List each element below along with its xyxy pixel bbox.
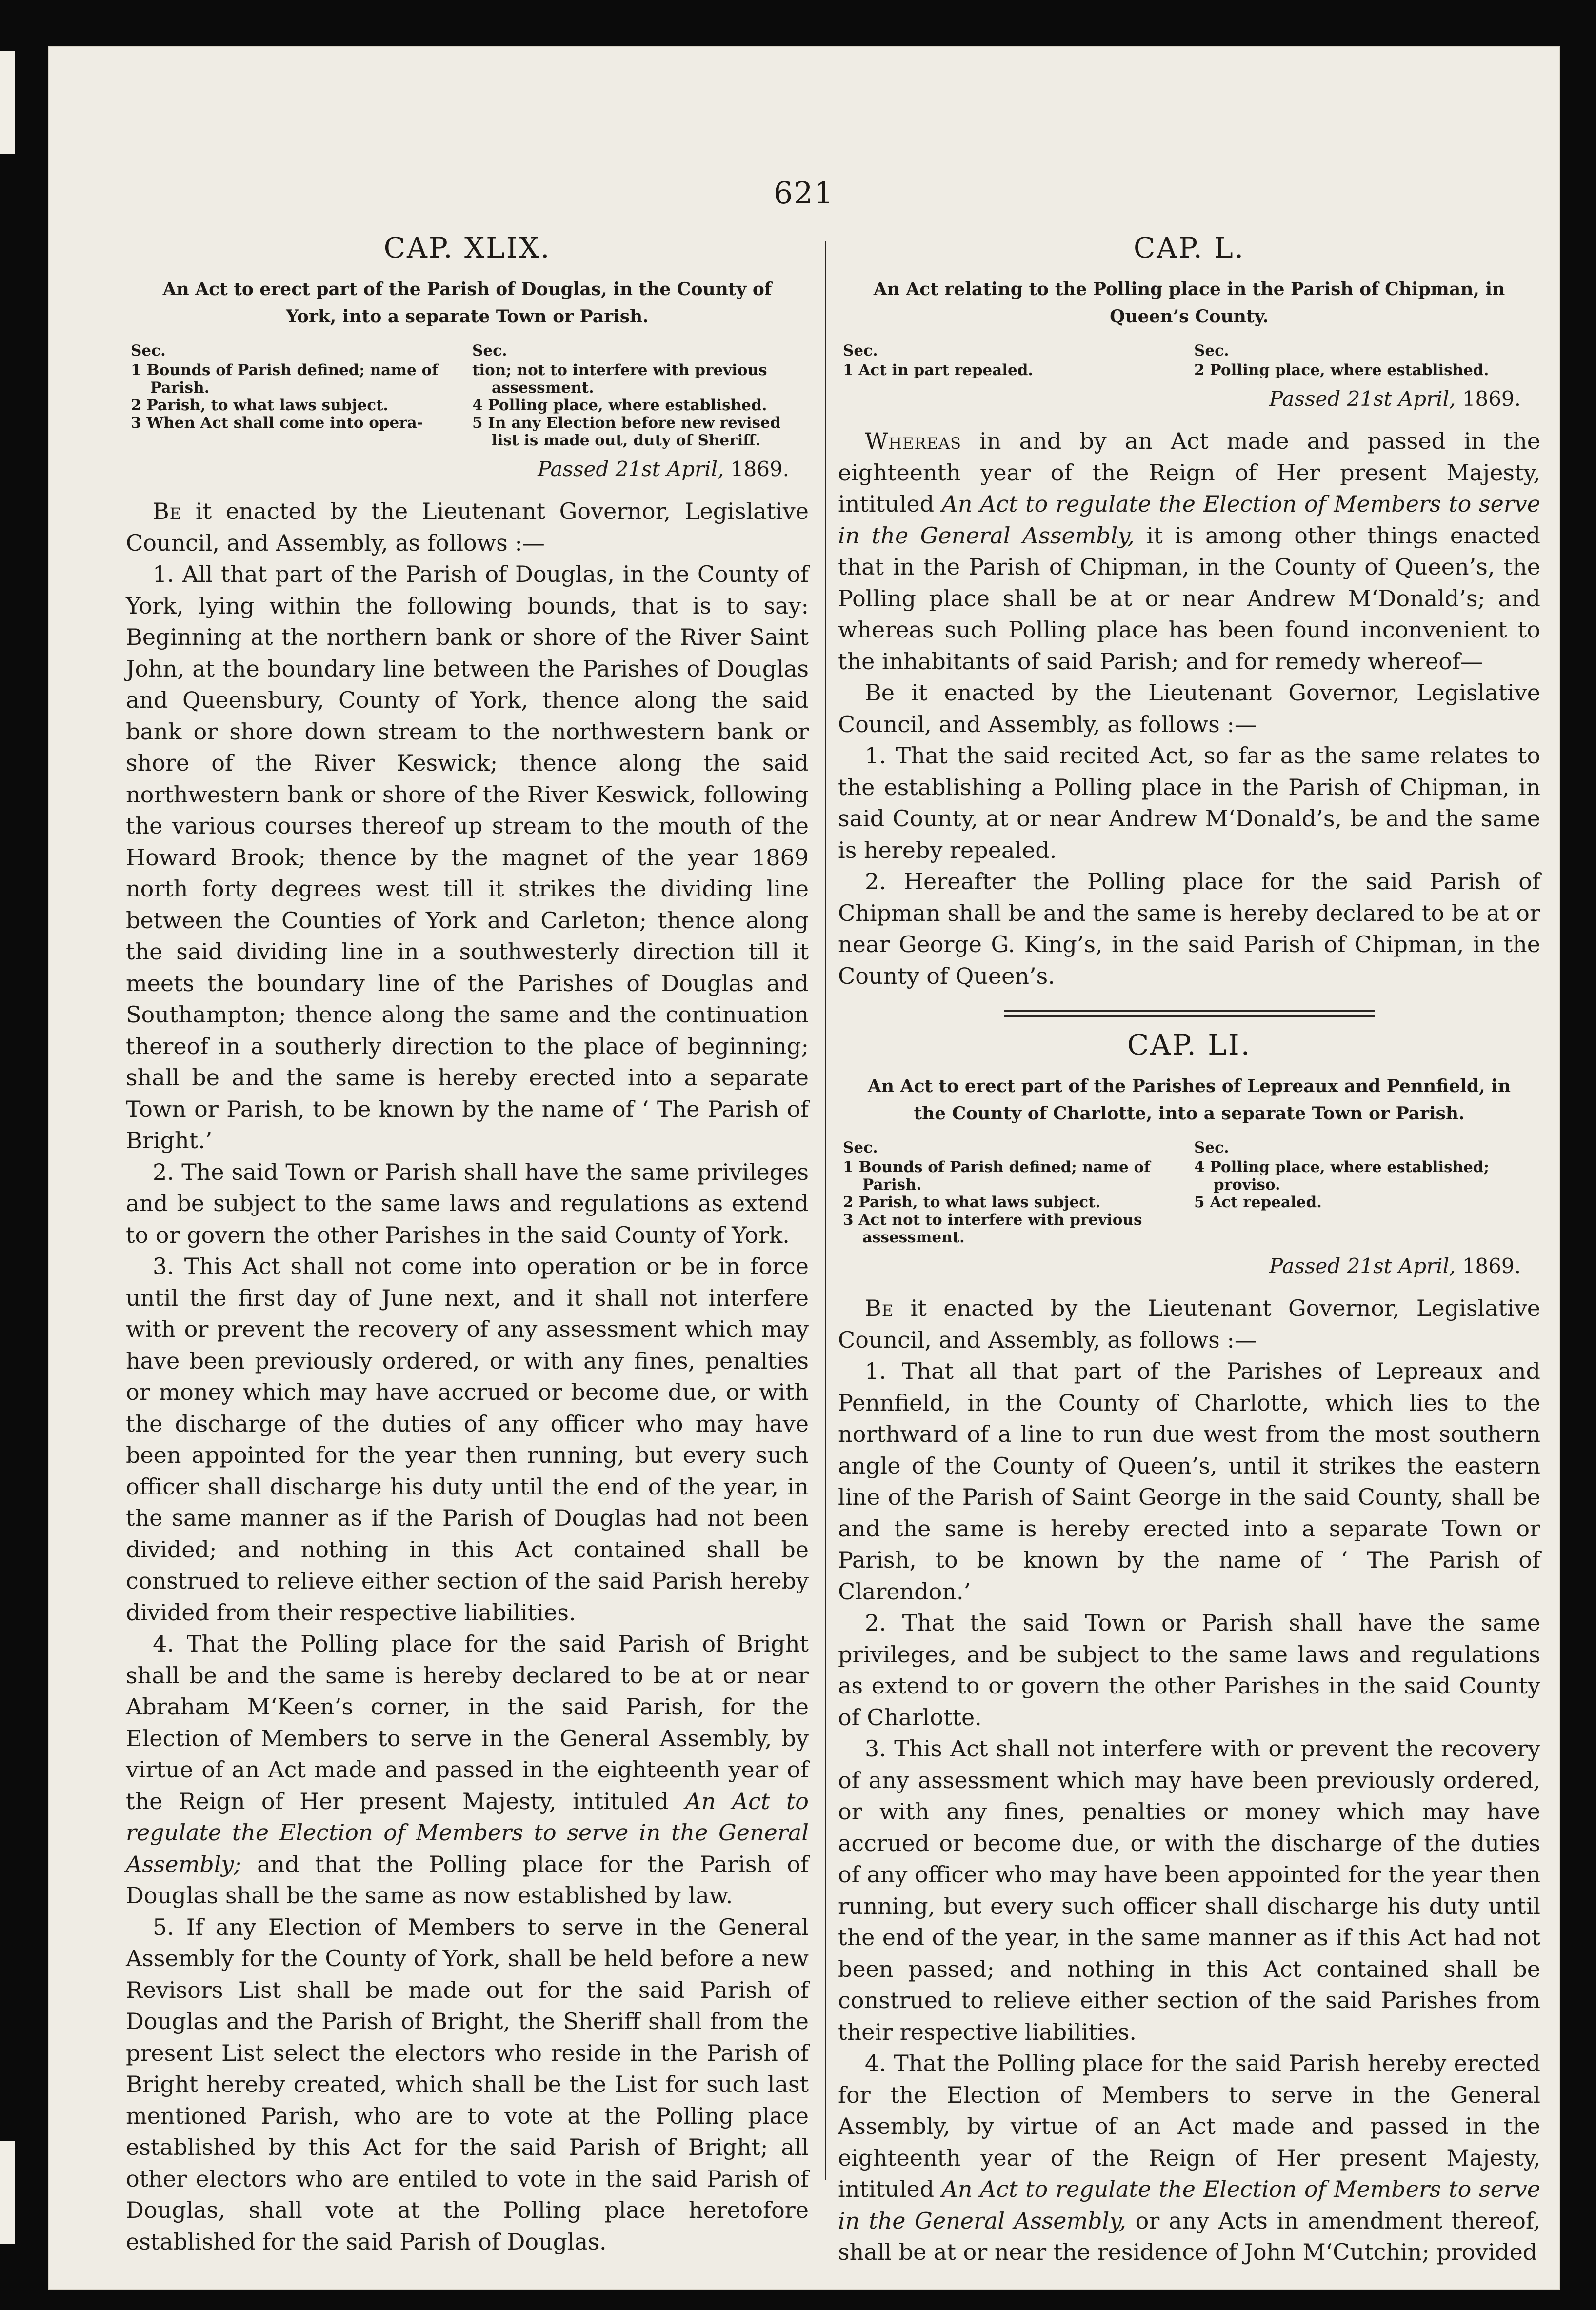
- cap-li-enacting-clause: [838, 1293, 1540, 1355]
- cap-xlix-title: An Act to erect part of the Parish of Douglas, in the County of York, into a separate Town or Parish.: [162, 279, 772, 327]
- passed-year: 1869.: [1462, 387, 1521, 411]
- section-entry: 1 Act in part repealed.: [843, 361, 1034, 379]
- section-1-paragraph: 1. All that part of the Parish of Douglas, in the County of York, lying within the following bounds, that is to say: Beginning at the northern bank or shore of the River Saint John, at the boundary line between the Parishes of Douglas and Queensbury, County of York, thence along the said bank or shore down stream to the northwestern bank or shore of the River Keswick; thence along the said northwestern bank or shore of the River Keswick, following the various courses thereof up stream to the mouth of the Howard Brook; thence by the magnet of the year 1869 north forty degrees west till it strikes the dividing line between the Counties of York and Carleton; thence along the said dividing line in a southwesterly direction till it meets the boundary line of the Parishes of Douglas and Southampton; thence along the same and the continuation thereof in a southerly direction to the place of beginning; shall be and the same is hereby erected into a separate Town or Parish, to be known by the name of ‘ The Parish of Bright.’: [126, 561, 809, 1154]
- section-4-text-b: and that the Polling place for the Parish of Douglas shall be the same as now established by law.: [126, 1851, 809, 1909]
- cap-li-section-3: 3. This Act shall not interfere with or prevent the recovery of any assessment which may have been previously ordered, or with any fines, penalties or money which may have accrued or become due, or with the discharge of the duties of any officer who may have been appointed for the year then running, but every such officer shall discharge his duty until the end of the year, in the same manner as if this Act had not been passed; and nothing in this Act contained shall be construed to relieve either section of the said Parishes from their respective liabilities.: [838, 1735, 1540, 2045]
- enacting-rest: it enacted by the Lieutenant Governor, Legislative Council, and Assembly, as follows :—: [838, 1295, 1540, 1353]
- passed-label: Passed 21st April,: [1269, 387, 1456, 411]
- page-number: 621: [773, 175, 835, 211]
- cap-li-sections: [843, 1139, 1531, 1246]
- section-4-text-a: 4. That the Polling place for the said Parish hereby erected for the Election of Members to serve in the General Assembly, by virtue of an Act made and passed in the eighteenth year of the Reign of Her present Majesty, intituled: [838, 2050, 1540, 2202]
- passed-label: Passed 21st April,: [538, 457, 724, 481]
- left-edge-mark-top: [0, 51, 15, 154]
- section-entry: 4 Polling place, where established; proviso.: [1194, 1158, 1490, 1194]
- sec-header: Sec.: [472, 342, 507, 359]
- section-4-paragraph: [126, 1628, 809, 1912]
- cap-l-enacting-clause: Be it enacted by the Lieutenant Governor, Legislative Council, and Assembly, as follows :—: [838, 679, 1540, 737]
- cap-xlix-heading: CAP. XLIX.: [383, 231, 551, 264]
- section-entry: 1 Bounds of Parish defined; name of Parish.: [131, 361, 439, 397]
- cap-xlix-passed-date: [126, 457, 789, 481]
- cap-li-section-1: 1. That all that part of the Parishes of Lepreaux and Pennfield, in the County of Charlotte, which lies to the northward of a line to run due west from the most southern angle of the County of Queen’s, until it strikes the eastern line of the Parish of Saint George in the said County, shall be and the same is hereby erected into a separate Town or Parish, to be known by the name of ‘ The Parish of Clarendon.’: [838, 1358, 1540, 1605]
- section-4-act-title: An Act to regulate the Election of Members to serve in the General Assembly,: [838, 2176, 1540, 2234]
- passed-year: 1869.: [730, 457, 789, 481]
- column-divider: [825, 241, 826, 2180]
- section-4-act-title: An Act to regulate the Election of Members to serve in the General Assembly;: [126, 1788, 809, 1877]
- sections-right: [1194, 342, 1531, 379]
- enacting-clause: [126, 496, 809, 558]
- section-2-paragraph: 2. The said Town or Parish shall have the same privileges and be subject to the same laws and regulations as extend to or govern the other Parishes in the said County of York.: [126, 1158, 809, 1248]
- section-4-text-b: or any Acts in amendment thereof, shall be at or near the residence of John M‘Cutchin; provided: [838, 2207, 1540, 2265]
- cap-l-section-2: 2. Hereafter the Polling place for the said Parish of Chipman shall be and the same is hereby declared to be at or near George G. King’s, in the said Parish of Chipman, in the County of Queen’s.: [838, 868, 1540, 989]
- right-column: [838, 231, 1540, 2268]
- whereas-text-b: it is among other things enacted that in the Parish of Chipman, in the County of Queen’s, the Polling place shall be at or near Andrew M‘Donald’s; and whereas such Polling place has been found inconvenient to the inhabitants of said Parish; and for remedy whereof—: [838, 522, 1540, 675]
- sec-header: Sec.: [843, 1139, 878, 1156]
- sec-header: Sec.: [1194, 1139, 1229, 1156]
- cap-li-section-4: [838, 2048, 1540, 2268]
- whereas-first-word: Whereas: [865, 428, 962, 454]
- whereas-text-a: in and by an Act made and passed in the eighteenth year of the Reign of Her present Majesty, intituled: [838, 428, 1540, 517]
- cap-l-heading: CAP. L.: [1133, 231, 1245, 264]
- left-edge-mark-bottom: [0, 2141, 15, 2244]
- sections-left: [131, 342, 458, 449]
- whereas-paragraph: [838, 425, 1540, 677]
- section-entry: 3 Act not to interfere with previous assessment.: [843, 1211, 1142, 1246]
- cap-li-title: An Act to erect part of the Parishes of Lepreaux and Pennfield, in the County of Charlotte, into a separate Town or Parish.: [868, 1076, 1511, 1124]
- sections-right: [472, 342, 799, 449]
- section-3-paragraph: 3. This Act shall not come into operation or be in force until the first day of June next, and it shall not interfere with or prevent the recovery of any assessment which may have been previously ordered, or with any fines, penalties or money which may have accrued or become due, or with the discharge of the duties of any officer who may have been appointed for the year then running, but every such officer shall discharge his duty until the end of the year, in the same manner as if the Parish of Douglas had not been divided; and nothing in this Act contained shall be construed to relieve either section of the said Parish hereby divided from their respective liabilities.: [126, 1253, 809, 1626]
- section-entry: 5 Act repealed.: [1194, 1194, 1322, 1211]
- section-entry: 2 Parish, to what laws subject.: [131, 397, 389, 414]
- sec-header: Sec.: [1194, 342, 1229, 359]
- section-4-text-a: 4. That the Polling place for the said Parish of Bright shall be and the same is hereby declared to be at or near Abraham M‘Keen’s corner, in the said Parish, for the Election of Members to serve in the General Assembly, by virtue of an Act made and passed in the eighteenth year of the Reign of Her present Majesty, intituled: [126, 1631, 809, 1814]
- sec-header: Sec.: [843, 342, 878, 359]
- enacting-rest: it enacted by the Lieutenant Governor, Legislative Council, and Assembly, as follows :—: [126, 498, 809, 556]
- section-entry: 3 When Act shall come into opera-: [131, 414, 423, 432]
- section-entry: 2 Polling place, where established.: [1194, 361, 1489, 379]
- cap-l-section-1: 1. That the said recited Act, so far as the same relates to the establishing a Polling place in the Parish of Chipman, in said County, at or near Andrew M‘Donald’s, be and the same is hereby repealed.: [838, 742, 1540, 863]
- passed-year: 1869.: [1462, 1254, 1521, 1278]
- enacting-first-word: Be: [153, 498, 182, 524]
- section-entry: tion; not to interfere with previous assessment.: [472, 361, 767, 397]
- cap-xlix-sections: [131, 342, 799, 449]
- passed-label: Passed 21st April,: [1269, 1254, 1456, 1278]
- section-entry: 2 Parish, to what laws subject.: [843, 1194, 1101, 1211]
- left-column: [126, 231, 809, 2257]
- cap-l-title: An Act relating to the Polling place in the Parish of Chipman, in Queen’s County.: [873, 279, 1505, 327]
- cap-li-section-2: 2. That the said Town or Parish shall have the same privileges, and be subject to the same laws and regulations as extend to or govern the other Parishes in the said County of Charlotte.: [838, 1610, 1540, 1731]
- sec-header: Sec.: [131, 342, 166, 359]
- section-entry: 4 Polling place, where established.: [472, 397, 767, 414]
- section-divider: [1004, 1010, 1375, 1017]
- document-page: [48, 46, 1560, 2290]
- cap-l-sections: [843, 342, 1531, 379]
- sections-right: [1194, 1139, 1531, 1246]
- enacting-first-word: Be: [865, 1295, 894, 1321]
- cap-li-passed-date: [838, 1254, 1521, 1278]
- cap-li-heading: CAP. LI.: [1127, 1028, 1252, 1061]
- cap-l-passed-date: [838, 387, 1521, 411]
- section-entry: 5 In any Election before new revised list is made out, duty of Sheriff.: [472, 414, 781, 449]
- sections-left: [843, 1139, 1179, 1246]
- sections-left: [843, 342, 1179, 379]
- section-entry: 1 Bounds of Parish defined; name of Parish.: [843, 1158, 1151, 1194]
- whereas-act-title: An Act to regulate the Election of Members to serve in the General Assembly,: [838, 491, 1540, 549]
- section-5-paragraph: 5. If any Election of Members to serve in the General Assembly for the County of York, shall be held before a new Revisors List shall be made out for the said Parish of Douglas and the Parish of Bright, the Sheriff shall from the present List select the electors who reside in the Parish of Bright hereby created, which shall be the List for such last mentioned Parish, who are to vote at the Polling place established by this Act for the said Parish of Bright; all other electors who are entiled to vote in the said Parish of Douglas, shall vote at the Polling place heretofore established for the said Parish of Douglas.: [126, 1913, 809, 2255]
